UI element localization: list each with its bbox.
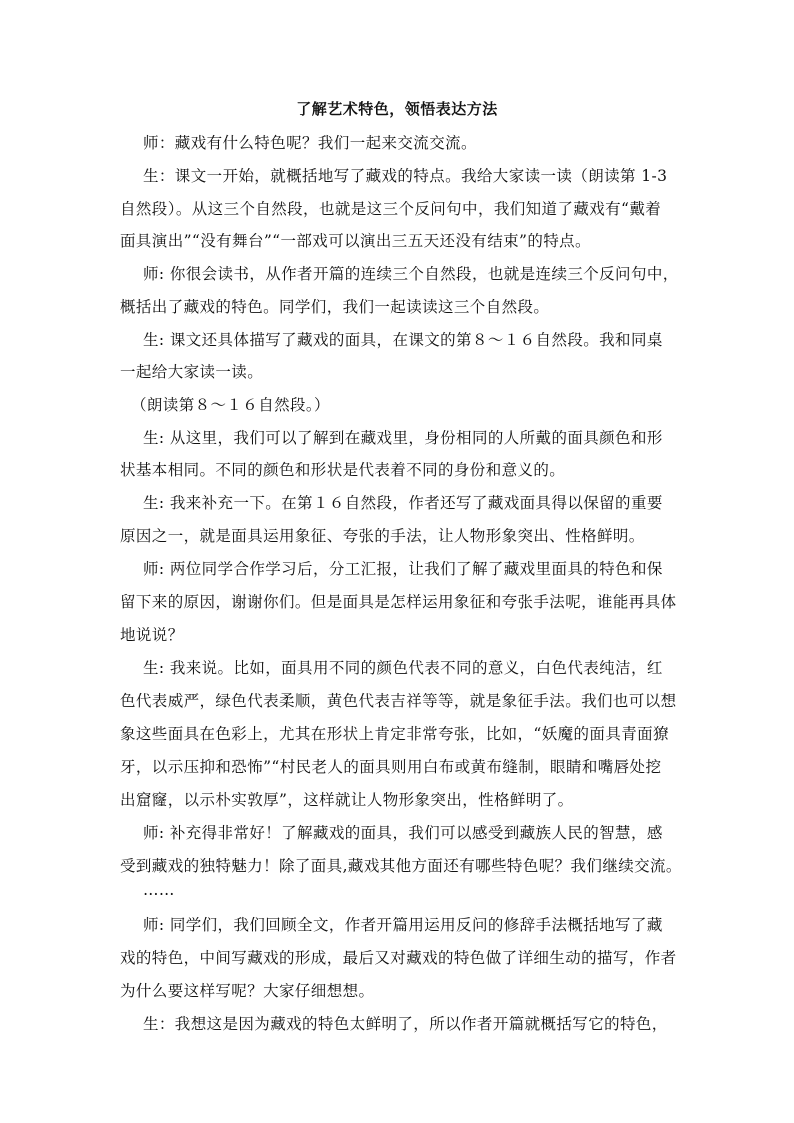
text-line: 师: 补充得非常好！了解藏戏的面具，我们可以感受到藏族人民的智慧，感 <box>143 824 663 842</box>
text-line: 原因之一，就是面具运用象征、夸张的手法，让人物形象突出、性格鲜明。 <box>120 527 645 545</box>
text-line: 地说说？ <box>120 626 184 644</box>
text-line: 牙，以示压抑和恐怖”“村民老人的面具则用白布或黄布缝制，眼睛和嘴唇处挖 <box>120 758 662 776</box>
text-line: （朗读第８～１６自然段。） <box>131 396 330 414</box>
text-line: 为什么要这样写呢？大家仔细想想。 <box>120 982 375 1000</box>
text-line: 色代表威严，绿色代表柔顺，黄色代表吉祥等等，就是象征手法。我们也可以想 <box>120 692 677 710</box>
text-line: 师: 两位同学合作学习后，分工汇报，让我们了解了藏戏里面具的特色和保 <box>143 560 663 578</box>
text-line: 受到藏戏的独特魅力！除了面具,藏戏其他方面还有哪些特色呢？我们继续交流。 <box>120 857 682 875</box>
document-title: 了解艺术特色，领悟表达方法 <box>296 100 498 118</box>
text-line: 留下来的原因，谢谢你们。但是面具是怎样运用象征和夸张手法呢，谁能再具体 <box>120 593 677 611</box>
text-line: 概括出了藏戏的特色。同学们，我们一起读读这三个自然段。 <box>120 298 550 316</box>
ellipsis-line: …… <box>143 881 175 899</box>
text-line: 生：我想这是因为藏戏的特色太鲜明了，所以作者开篇就概括写它的特色， <box>143 1015 668 1033</box>
text-line: 面具演出”“没有舞台”“一部戏可以演出三五天还没有结束”的特点。 <box>120 232 591 250</box>
text-line: 状基本相同。不同的颜色和形状是代表着不同的身份和意义的。 <box>120 461 566 479</box>
text-line: 象这些面具在色彩上，尤其在形状上肯定非常夸张，比如，“妖魔的面具青面獠 <box>120 725 669 743</box>
text-line: 自然段）。从这三个自然段，也就是这三个反问句中，我们知道了藏戏有“戴着 <box>120 200 662 218</box>
text-line: 一起给大家读一读。 <box>120 363 264 381</box>
text-line: 师：藏戏有什么特色呢？我们一起来交流交流。 <box>143 134 477 152</box>
text-line: 生: 课文还具体描写了藏戏的面具，在课文的第８～１６自然段。我和同桌 <box>143 331 663 349</box>
text-line: 生: 我来说。比如，面具用不同的颜色代表不同的意义，白色代表纯洁，红 <box>143 659 663 677</box>
text-line: 戏的特色，中间写藏戏的形成，最后又对藏戏的特色做了详细生动的描写，作者 <box>120 949 677 967</box>
text-line: 出窟窿，以示朴实敦厚”，这样就让人物形象突出，性格鲜明了。 <box>120 791 574 809</box>
text-line: 师: 你很会读书，从作者开篇的连续三个自然段，也就是连续三个反问句中， <box>143 265 679 283</box>
text-line: 生: 我来补充一下。在第１６自然段，作者还写了藏戏面具得以保留的重要 <box>143 494 663 512</box>
text-line: 生：课文一开始，就概括地写了藏戏的特点。我给大家读一读（朗读第 1-3 <box>143 167 668 185</box>
text-line: 生: 从这里，我们可以了解到在藏戏里，身份相同的人所戴的面具颜色和形 <box>143 429 663 447</box>
text-line: 师: 同学们，我们回顾全文，作者开篇用运用反问的修辞手法概括地写了藏 <box>143 916 663 934</box>
